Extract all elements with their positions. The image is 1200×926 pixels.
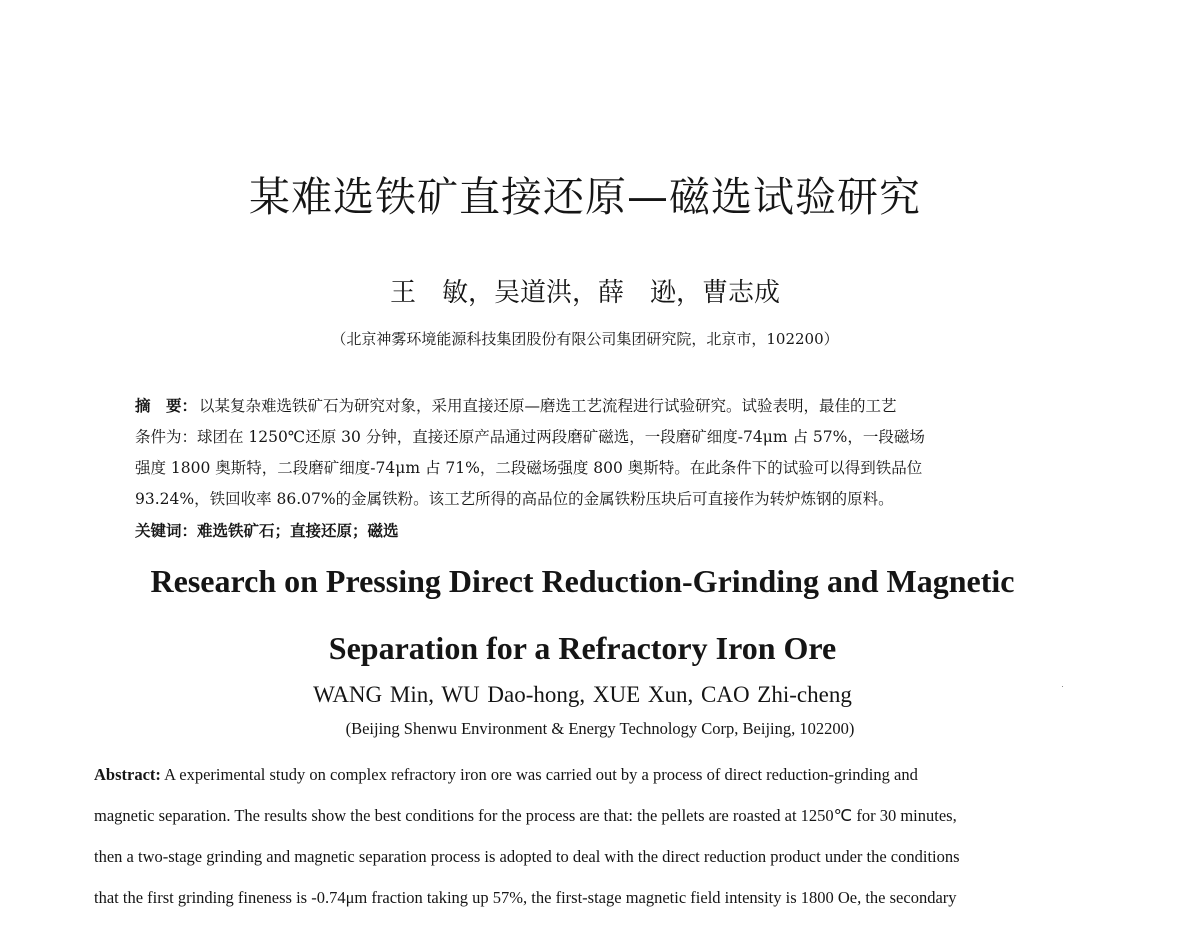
chinese-abstract-line: 93.24%，铁回收率 86.07%的金属铁粉。该工艺所得的高品位的金属铁粉压块后可直接作为转炉炼钢的原料。: [135, 490, 894, 508]
chinese-keywords-text: 难选铁矿石；直接还原；磁选: [197, 521, 399, 540]
english-title-line-2: Separation for a Refractory Iron Ore: [328, 630, 837, 666]
english-authors: WANG Min, WU Dao-hong, XUE Xun, CAO Zhi-cheng: [313, 682, 852, 707]
english-affiliation: (Beijing Shenwu Environment & Energy Technology Corp, Beijing, 102200): [345, 719, 855, 738]
english-title-line-1: Research on Pressing Direct Reduction-Grinding and Magnetic: [150, 563, 1015, 599]
english-abstract-line: magnetic separation. The results show the best conditions for the process are that: the pellets are roasted at 1250℃ for 30 minutes,: [94, 806, 957, 825]
chinese-keywords-label: 关键词：: [135, 521, 198, 540]
english-abstract-line: that the first grinding fineness is -0.74μm fraction taking up 57%, the first-stage magnetic field intensity is 1800 Oe, the secondary: [94, 888, 957, 907]
english-abstract-text: A experimental study on complex refractory iron ore was carried out by a process of direct reduction-grinding and: [164, 765, 918, 784]
chinese-affiliation: （北京神雾环境能源科技集团股份有限公司集团研究院，北京市，102200）: [331, 330, 839, 348]
chinese-abstract-text: 以某复杂难选铁矿石为研究对象，采用直接还原—磨选工艺流程进行试验研究。试验表明，最佳的工艺: [199, 397, 897, 415]
chinese-keywords: [135, 515, 1035, 547]
english-abstract: [94, 754, 1074, 918]
chinese-abstract-line: [135, 390, 1035, 422]
chinese-authors: 王 敏，吴道洪，薛 逊，曹志成: [389, 278, 780, 308]
chinese-abstract: [135, 390, 1035, 547]
chinese-abstract-line: 强度 1800 奥斯特，二段磨矿细度-74μm 占 71%，二段磁场强度 800 奥斯特。在此条件下的试验可以得到铁品位: [135, 459, 923, 477]
english-abstract-line: then a two-stage grinding and magnetic separation process is adopted to deal with the direct reduction product under the conditions: [94, 847, 960, 866]
scan-speck: [1062, 686, 1063, 687]
english-abstract-label: Abstract:: [94, 765, 161, 784]
chinese-title: 某难选铁矿直接还原—磁选试验研究: [249, 173, 921, 221]
chinese-abstract-label: 摘 要：: [135, 396, 198, 415]
english-abstract-line: [94, 754, 1074, 795]
chinese-abstract-line: 条件为：球团在 1250℃还原 30 分钟，直接还原产品通过两段磨矿磁选，一段磨矿细度-74μm 占 57%，一段磁场: [135, 428, 925, 446]
